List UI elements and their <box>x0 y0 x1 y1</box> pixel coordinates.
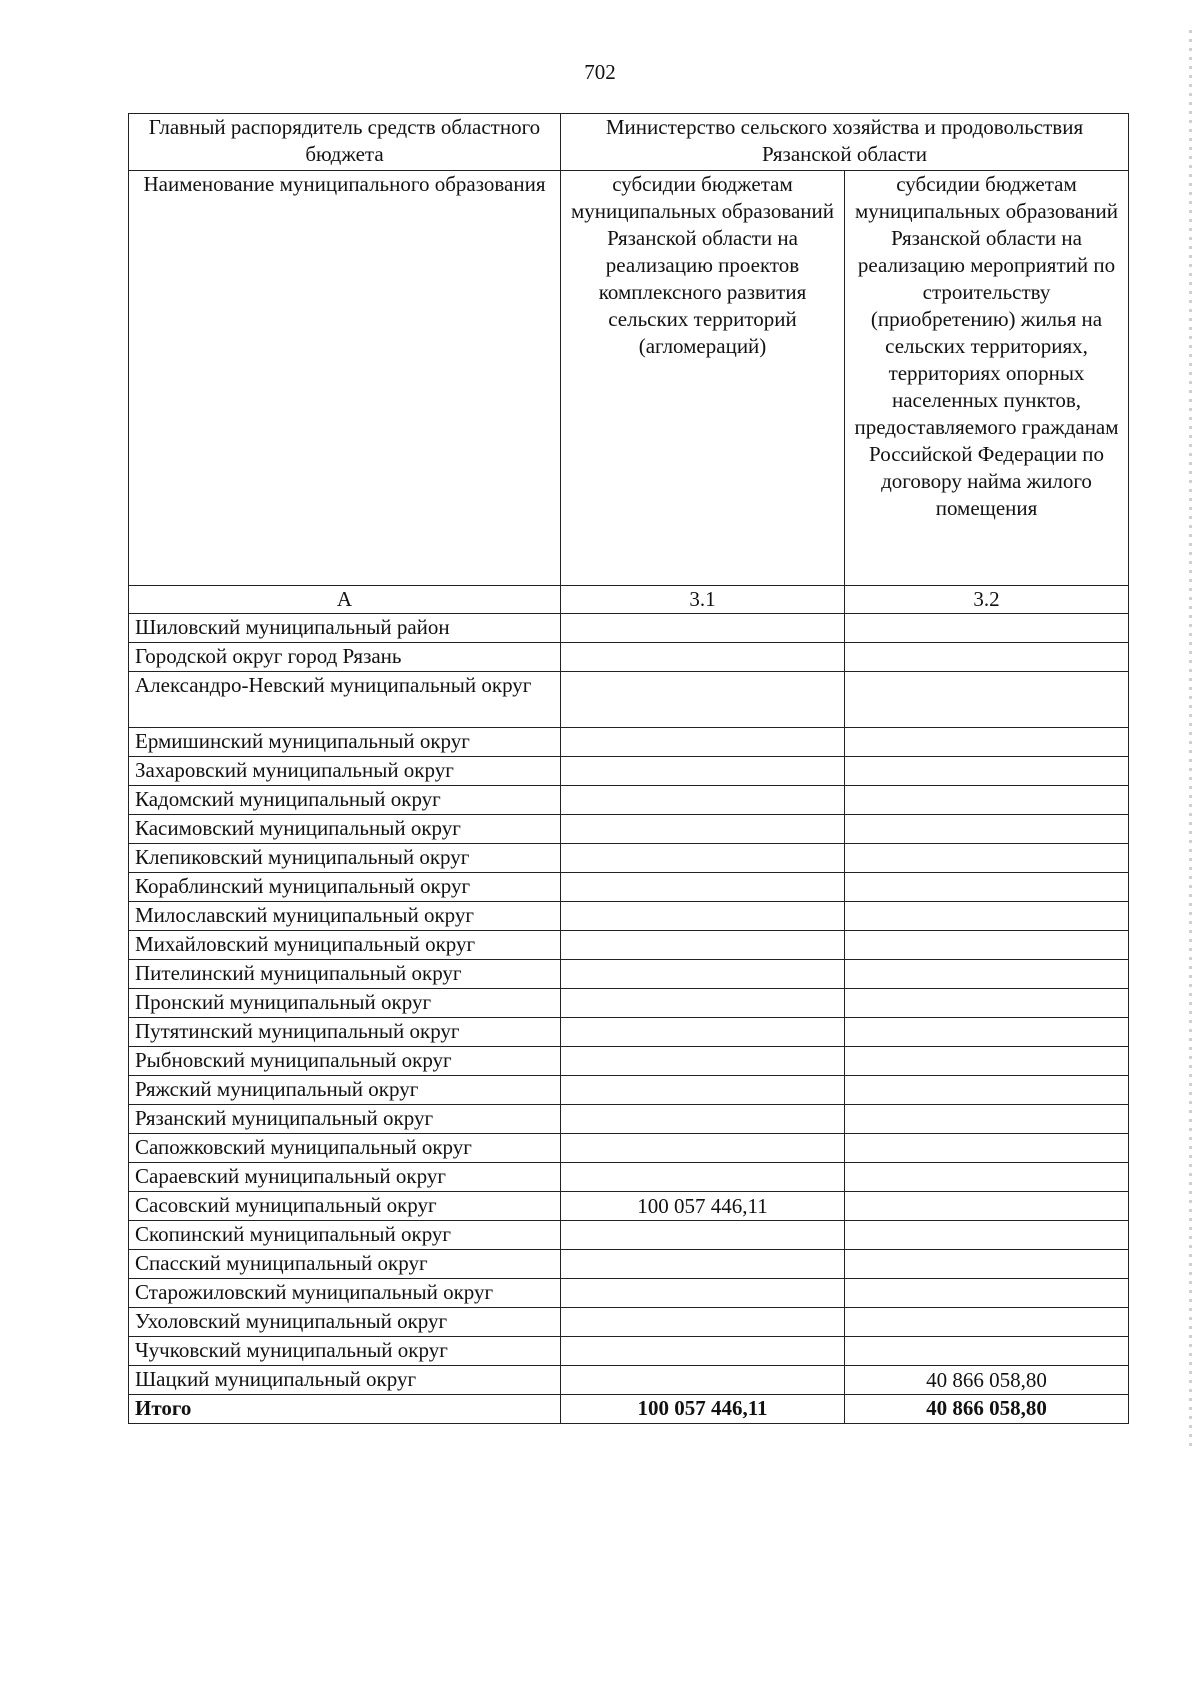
value-3-1-cell <box>561 1105 845 1134</box>
value-3-1-cell <box>561 1047 845 1076</box>
table-row <box>129 1134 1129 1163</box>
value-3-2-cell <box>845 643 1129 672</box>
municipality-name-cell: Ухоловский муниципальный округ <box>129 1308 561 1337</box>
municipality-name-cell: Шиловский муниципальный район <box>129 614 561 643</box>
value-3-2-cell <box>845 1018 1129 1047</box>
administrator-value: Министерство сельского хозяйства и продовольствия Рязанской области <box>561 114 1129 171</box>
value-3-2-cell <box>845 931 1129 960</box>
value-3-1-cell <box>561 815 845 844</box>
value-3-2-cell <box>845 1047 1129 1076</box>
table-row <box>129 815 1129 844</box>
header-row-columns <box>129 171 1129 586</box>
value-3-1-cell <box>561 960 845 989</box>
municipality-name-cell: Спасский муниципальный округ <box>129 1250 561 1279</box>
value-3-1-cell <box>561 1163 845 1192</box>
table-row <box>129 844 1129 873</box>
municipality-name-cell: Старожиловский муниципальный округ <box>129 1279 561 1308</box>
municipality-name-cell: Чучковский муниципальный округ <box>129 1337 561 1366</box>
municipality-name-cell: Рыбновский муниципальный округ <box>129 1047 561 1076</box>
value-3-1-cell <box>561 786 845 815</box>
value-3-2-cell <box>845 672 1129 728</box>
total-3-2-cell: 40 866 058,80 <box>845 1395 1129 1424</box>
table-row <box>129 1192 1129 1221</box>
table-row <box>129 1076 1129 1105</box>
value-3-2-cell <box>845 844 1129 873</box>
value-3-1-cell <box>561 844 845 873</box>
value-3-2-cell <box>845 757 1129 786</box>
column-index-3-2: 3.2 <box>845 586 1129 614</box>
municipality-name-cell: Александро-Невский муниципальный округ <box>129 672 561 728</box>
municipality-name-cell: Милославский муниципальный округ <box>129 902 561 931</box>
value-3-1-cell <box>561 931 845 960</box>
value-3-2-cell <box>845 614 1129 643</box>
table-row <box>129 1337 1129 1366</box>
subsidy-table <box>128 113 1129 1424</box>
value-3-2-cell <box>845 1134 1129 1163</box>
value-3-1-cell <box>561 757 845 786</box>
header-row-administrator <box>129 114 1129 171</box>
municipality-name-cell: Кораблинский муниципальный округ <box>129 873 561 902</box>
value-3-1-cell <box>561 1279 845 1308</box>
value-3-2-cell <box>845 960 1129 989</box>
table-row <box>129 1047 1129 1076</box>
value-3-2-cell <box>845 1337 1129 1366</box>
value-3-2-cell <box>845 1221 1129 1250</box>
table-row <box>129 873 1129 902</box>
scan-edge-artifact <box>1189 30 1192 1450</box>
municipality-name-cell: Ермишинский муниципальный округ <box>129 728 561 757</box>
value-3-1-cell <box>561 1308 845 1337</box>
municipality-name-cell: Шацкий муниципальный округ <box>129 1366 561 1395</box>
municipality-name-cell: Сараевский муниципальный округ <box>129 1163 561 1192</box>
table-row <box>129 728 1129 757</box>
table-row <box>129 1308 1129 1337</box>
value-3-2-cell <box>845 1279 1129 1308</box>
total-3-1-cell: 100 057 446,11 <box>561 1395 845 1424</box>
value-3-2-cell <box>845 1076 1129 1105</box>
municipality-name-cell: Клепиковский муниципальный округ <box>129 844 561 873</box>
municipality-name-cell: Ряжский муниципальный округ <box>129 1076 561 1105</box>
table-row <box>129 757 1129 786</box>
table-row <box>129 672 1129 728</box>
municipality-name-cell: Скопинский муниципальный округ <box>129 1221 561 1250</box>
value-3-1-cell <box>561 1366 845 1395</box>
table-row <box>129 1221 1129 1250</box>
table-row <box>129 643 1129 672</box>
value-3-2-cell <box>845 1163 1129 1192</box>
value-3-1-cell <box>561 614 845 643</box>
municipality-name-cell: Городской округ город Рязань <box>129 643 561 672</box>
municipality-name-cell: Рязанский муниципальный округ <box>129 1105 561 1134</box>
value-3-1-cell <box>561 902 845 931</box>
value-3-1-cell <box>561 1134 845 1163</box>
municipality-name-cell: Сасовский муниципальный округ <box>129 1192 561 1221</box>
column-3-2-header: субсидии бюджетам муниципальных образований Рязанской области на реализацию мероприятий по строительству (приобретению) жилья на сельских территориях, территориях опорных населенных пунктов, предоставляемого гражданам Российской Федерации по договору найма жилого помещения <box>845 171 1129 586</box>
value-3-1-cell <box>561 728 845 757</box>
municipality-name-cell: Захаровский муниципальный округ <box>129 757 561 786</box>
municipality-name-cell: Пронский муниципальный округ <box>129 989 561 1018</box>
municipality-column-header: Наименование муниципального образования <box>129 171 561 586</box>
value-3-1-cell <box>561 1250 845 1279</box>
value-3-2-cell <box>845 989 1129 1018</box>
page-number: 702 <box>584 60 616 84</box>
value-3-1-cell <box>561 672 845 728</box>
municipality-name-cell: Касимовский муниципальный округ <box>129 815 561 844</box>
municipality-name-cell: Кадомский муниципальный округ <box>129 786 561 815</box>
value-3-2-cell <box>845 728 1129 757</box>
table-row <box>129 1279 1129 1308</box>
municipality-name-cell: Пителинский муниципальный округ <box>129 960 561 989</box>
value-3-2-cell <box>845 1192 1129 1221</box>
table-row <box>129 786 1129 815</box>
value-3-2-cell <box>845 1250 1129 1279</box>
municipality-name-cell: Михайловский муниципальный округ <box>129 931 561 960</box>
column-index-3-1: 3.1 <box>561 586 845 614</box>
value-3-2-cell <box>845 815 1129 844</box>
municipality-name-cell: Сапожковский муниципальный округ <box>129 1134 561 1163</box>
table-row <box>129 931 1129 960</box>
value-3-2-cell: 40 866 058,80 <box>845 1366 1129 1395</box>
value-3-1-cell <box>561 1076 845 1105</box>
table-row <box>129 960 1129 989</box>
value-3-1-cell <box>561 643 845 672</box>
table-row <box>129 989 1129 1018</box>
table-row <box>129 614 1129 643</box>
table-row <box>129 902 1129 931</box>
value-3-1-cell <box>561 1018 845 1047</box>
table-row <box>129 1163 1129 1192</box>
column-index-a: А <box>129 586 561 614</box>
value-3-2-cell <box>845 1308 1129 1337</box>
value-3-2-cell <box>845 1105 1129 1134</box>
value-3-1-cell: 100 057 446,11 <box>561 1192 845 1221</box>
value-3-1-cell <box>561 873 845 902</box>
value-3-1-cell <box>561 989 845 1018</box>
value-3-1-cell <box>561 1337 845 1366</box>
table-row <box>129 1105 1129 1134</box>
value-3-2-cell <box>845 902 1129 931</box>
value-3-2-cell <box>845 786 1129 815</box>
value-3-2-cell <box>845 873 1129 902</box>
table-row <box>129 1366 1129 1395</box>
column-3-1-header: субсидии бюджетам муниципальных образований Рязанской области на реализацию проектов комплексного развития сельских территорий (агломераций) <box>561 171 845 586</box>
value-3-1-cell <box>561 1221 845 1250</box>
total-row <box>129 1395 1129 1424</box>
municipality-name-cell: Путятинский муниципальный округ <box>129 1018 561 1047</box>
administrator-label: Главный распорядитель средств областного бюджета <box>129 114 561 171</box>
table-row <box>129 1018 1129 1047</box>
total-label-cell: Итого <box>129 1395 561 1424</box>
column-index-row <box>129 586 1129 614</box>
table-row <box>129 1250 1129 1279</box>
